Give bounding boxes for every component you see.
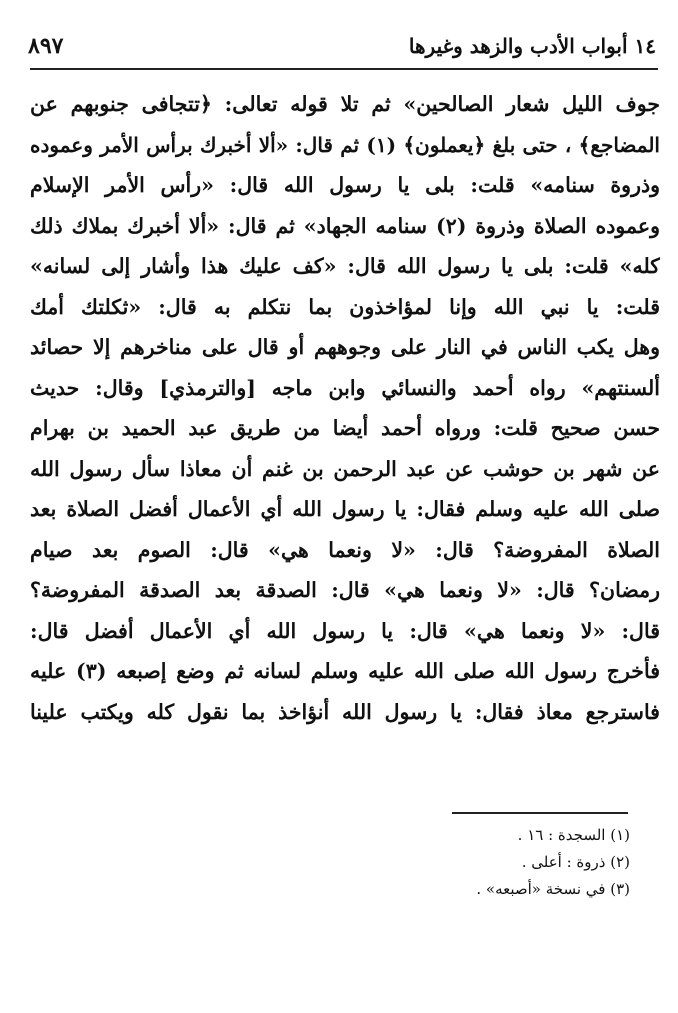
text-line-3: وذروة سنامه» قلت: بلى يا رسول الله قال: «رأس الأمر الإسلام xyxy=(30,173,660,197)
text-line-8: ألسنتهم» رواه أحمد والنسائي وابن ماجه [والترمذي] وقال: حديث xyxy=(30,375,660,400)
text-line-9: حسن صحيح قلت: ورواه أحمد أيضا من طريق عبد الحميد بن بهرام xyxy=(30,416,660,440)
footnote-1: (١) السجدة : ١٦ . xyxy=(517,826,630,844)
text-line-2: المضاجع﴾ ، حتى بلغ ﴿يعملون﴾ (١) ثم قال: «ألا أخبرك برأس الأمر وعموده xyxy=(30,132,660,157)
text-line-14: قال: «لا ونعما هي» قال: يا رسول الله أي الأعمال أفضل قال: xyxy=(30,618,660,643)
body-text xyxy=(30,84,660,732)
text-line-12: الصلاة المفروضة؟ قال: «لا ونعما هي» قال: الصوم بعد صيام xyxy=(30,537,660,562)
text-line-16: فاسترجع معاذ فقال: يا رسول الله أنؤاخذ بما نقول كله ويكتب علينا xyxy=(30,699,660,724)
text-line-7: وهل يكب الناس في النار على وجوههم أو قال على مناخرهم إلا حصائد xyxy=(30,335,660,359)
text-line-10: عن شهر بن حوشب عن عبد الرحمن بن غنم أن معاذا سأل رسول الله xyxy=(30,456,660,481)
footnote-3: (٣) في نسخة «أصبعه» . xyxy=(476,880,630,898)
page-header xyxy=(28,26,656,66)
running-head: ١٤ أبواب الأدب والزهد وغيرها xyxy=(408,34,656,58)
text-line-6: قلت: يا نبي الله وإنا لمؤاخذون بما نتكلم به قال: «ثكلتك أمك xyxy=(30,294,660,319)
footnote-rule xyxy=(452,812,628,814)
header-rule xyxy=(30,68,658,70)
footnote-2: (٢) ذروة : أعلى . xyxy=(521,853,630,871)
text-line-15: فأخرج رسول الله صلى الله عليه وسلم لسانه ثم وضع إصبعه (٣) عليه xyxy=(30,659,660,683)
text-line-5: كله» قلت: بلى يا رسول الله قال: «كف عليك هذا وأشار إلى لسانه» xyxy=(30,254,660,278)
text-line-13: رمضان؟ قال: «لا ونعما هي» قال: الصدقة بعد الصدقة المفروضة؟ xyxy=(30,578,660,602)
text-line-1: جوف الليل شعار الصالحين» ثم تلا قوله تعالى: ﴿تتجافى جنوبهم عن xyxy=(30,92,660,116)
text-line-4: وعموده الصلاة وذروة (٢) سنامه الجهاد» ثم قال: «ألا أخبرك بملاك ذلك xyxy=(30,213,660,238)
footnotes xyxy=(476,822,630,903)
text-line-11: صلى الله عليه وسلم فقال: يا رسول الله أي الأعمال أفضل الصلاة بعد xyxy=(30,497,660,521)
page-number: ٨٩٧ xyxy=(28,33,64,59)
